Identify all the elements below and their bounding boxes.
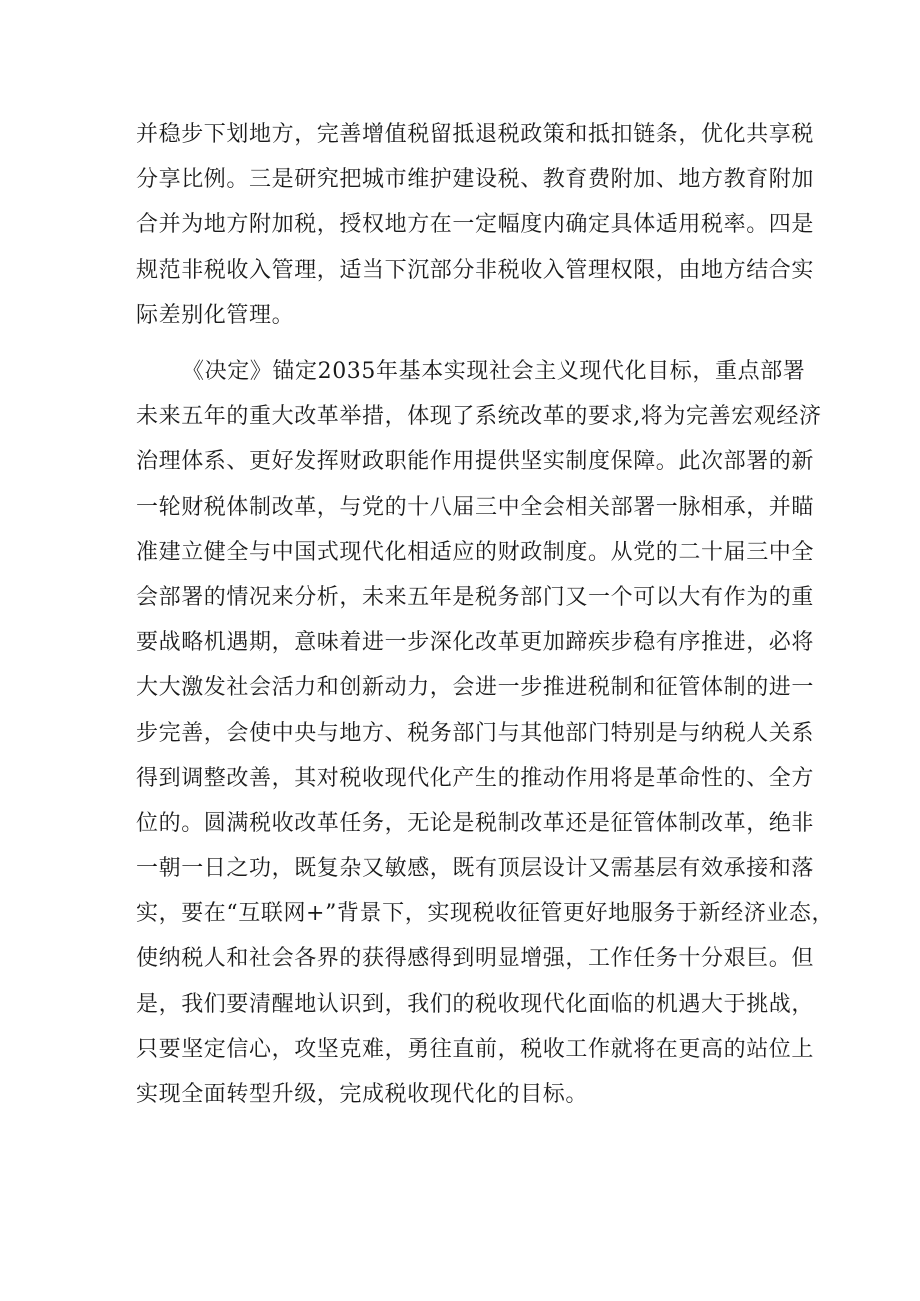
paragraph-line: 准建立健全与中国式现代化相适应的财政制度。从党的二十届三中全	[136, 539, 815, 565]
paragraph-line: 使纳税人和社会各界的获得感得到明显增强，工作任务十分艰巨。但	[136, 946, 815, 972]
paragraph-line: 规范非税收入管理，适当下沉部分非税收入管理权限，由地方结合实	[136, 257, 815, 283]
paragraph-line: 治理体系、更好发挥财政职能作用提供坚实制度保障。此次部署的新	[136, 449, 815, 475]
paragraph-line: 一轮财税体制改革，与党的十八届三中全会相关部署一脉相承，并瞄	[136, 494, 815, 520]
paragraph-line: 并稳步下划地方，完善增值税留抵退税政策和抵扣链条，优化共享税	[136, 122, 815, 147]
paragraph-first-line: 《决定》锚定2035年基本实现社会主义现代化目标，重点部署	[182, 359, 806, 384]
paragraph-line: 际差别化管理。	[136, 302, 295, 328]
paragraph-line: 大大激发社会活力和创新动力，会进一步推进税制和征管体制的进一	[136, 675, 815, 701]
paragraph-line: 要战略机遇期，意味着进一步深化改革更加蹄疾步稳有序推进，必将	[136, 630, 815, 656]
paragraph-line: 实现全面转型升级，完成税收现代化的目标。	[136, 1082, 589, 1107]
paragraph-line: 只要坚定信心，攻坚克难，勇往直前，税收工作就将在更高的站位上	[136, 1036, 815, 1062]
paragraph-line: 未来五年的重大改革举措，体现了系统改革的要求,将为完善宏观经济	[136, 404, 822, 430]
paragraph-line: 位的。圆满税收改革任务，无论是税制改革还是征管体制改革，绝非	[136, 810, 815, 836]
paragraph-line: 会部署的情况来分析，未来五年是税务部门又一个可以大有作为的重	[136, 584, 815, 610]
paragraph-line: 步完善，会使中央与地方、税务部门与其他部门特别是与纳税人关系	[136, 720, 815, 746]
paragraph-line: 得到调整改善，其对税收现代化产生的推动作用将是革命性的、全方	[136, 765, 815, 791]
paragraph-continued	[136, 112, 815, 338]
paragraph-line: 一朝一日之功，既复杂又敏感，既有顶层设计又需基层有效承接和落	[136, 856, 815, 882]
paragraph-decision	[136, 349, 835, 1117]
paragraph-line: 合并为地方附加税，授权地方在一定幅度内确定具体适用税率。四是	[136, 212, 815, 238]
paragraph-line: 实，要在“互联网+”背景下，实现税收征管更好地服务于新经济业态，	[136, 901, 835, 927]
paragraph-line: 分享比例。三是研究把城市维护建设税、教育费附加、地方教育附加	[136, 167, 815, 193]
paragraph-line: 是，我们要清醒地认识到，我们的税收现代化面临的机遇大于挑战，	[136, 991, 815, 1017]
